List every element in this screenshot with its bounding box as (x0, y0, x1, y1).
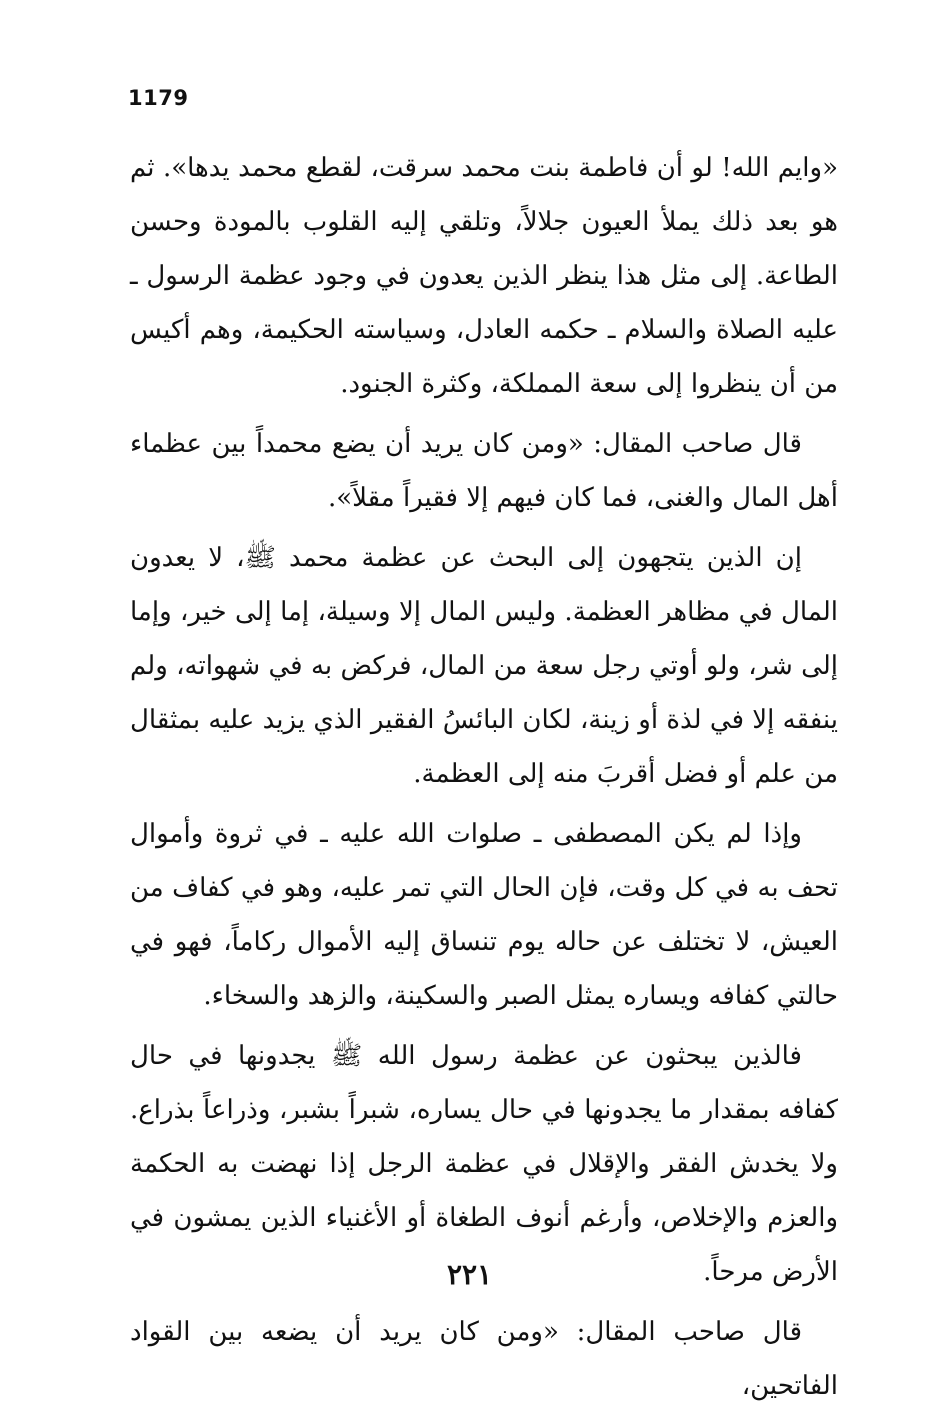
paragraph-6: قال صاحب المقال: «ومن كان يريد أن يضعه بين القواد الفاتحين، (130, 1317, 838, 1401)
paragraph-1: «وايم الله! لو أن فاطمة بنت محمد سرقت، لقطع محمد يدها». ثم هو بعد ذلك يملأ العيون جلالاً، وتلقي إليه القلوب بالمودة وحسن الطاعة. إلى مثل هذا ينظر الذين يعدون في وجود عظمة الرسول ـ عليه الصلاة والسلام ـ حكمه العادل، وسياسته الحكيمة، وهم أكيس من أن ينظروا إلى سعة المملكة، وكثرة الجنود. (130, 153, 838, 399)
paragraph-3: إن الذين يتجهون إلى البحث عن عظمة محمد ﷺ، لا يعدون المال في مظاهر العظمة. وليس المال إلا وسيلة، إما إلى خير، وإما إلى شر، ولو أوتي رجل سعة من المال، فركض به في شهواته، ولم ينفقه إلا في لذة أو زينة، لكان البائسُ الفقير الذي يزيد عليه بمثقال من علم أو فضل أقربَ منه إلى العظمة. (130, 543, 838, 789)
page-number-header: 1179 (128, 86, 189, 110)
paragraph-4: وإذا لم يكن المصطفى ـ صلوات الله عليه ـ في ثروة وأموال تحف به في كل وقت، فإن الحال التي تمر عليه، وهو في كفاف من العيش، لا تختلف عن حاله يوم تنساق إليه الأموال ركاماً، فهو في حالتي كفافه ويساره يمثل الصبر والسكينة، والزهد والسخاء. (130, 819, 838, 1011)
paragraph-2: قال صاحب المقال: «ومن كان يريد أن يضع محمداً بين عظماء أهل المال والغنى، فما كان فيهم إلا فقيراً مقلاً». (130, 429, 838, 513)
paragraph-5: فالذين يبحثون عن عظمة رسول الله ﷺ يجدونها في حال كفافه بمقدار ما يجدونها في حال يساره، شبراً بشبر، وذراعاً بذراع. ولا يخدش الفقر والإقلال في عظمة الرجل إذا نهضت به الحكمة والعزم والإخلاص، وأرغم أنوف الطغاة أو الأغنياء الذين يمشون في الأرض مرحاً. (130, 1041, 839, 1287)
body-text (130, 141, 838, 1419)
page-number-footer: ٢٢١ (446, 1258, 493, 1291)
